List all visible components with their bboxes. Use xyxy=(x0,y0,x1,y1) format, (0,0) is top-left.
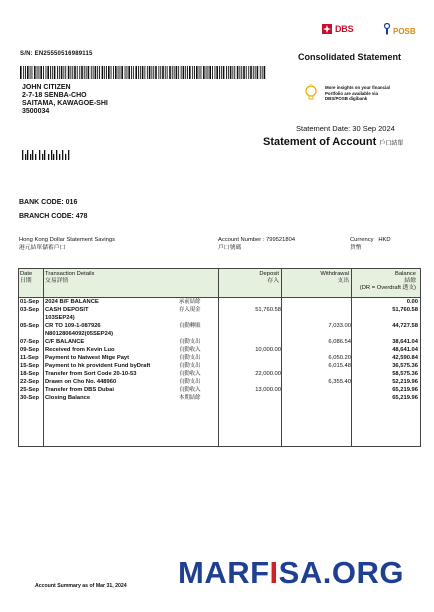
barcode-bar xyxy=(199,66,200,79)
barcode-bar xyxy=(50,66,51,79)
barcode-bar xyxy=(239,66,240,79)
barcode-bar xyxy=(79,66,80,79)
barcode-bar xyxy=(84,66,85,79)
barcode-bar xyxy=(125,66,126,79)
barcode-bar xyxy=(57,66,58,79)
barcode-bar xyxy=(118,66,119,79)
table-row xyxy=(19,307,422,315)
address-line-2: SAITAMA, KAWAGOE-SHI xyxy=(22,100,108,107)
postal-code: 3500034 xyxy=(22,108,50,115)
barcode-bar xyxy=(260,66,261,79)
barcode-bar xyxy=(215,66,216,79)
barcode-bar xyxy=(158,66,159,79)
barcode-bar xyxy=(61,66,63,79)
table-row xyxy=(19,315,422,323)
header-balance-note: (DR = Overdraft 透支) xyxy=(359,285,416,291)
barcode-bar xyxy=(72,66,73,79)
barcode-bar xyxy=(194,66,195,79)
barcode-bar xyxy=(74,66,76,79)
row-description: Transfer from Sort Code 20-10-53 xyxy=(45,371,137,377)
barcode-bar xyxy=(127,66,128,79)
row-deposit: 51,760.58 xyxy=(255,307,281,313)
promo-text xyxy=(325,85,425,102)
barcode-bar xyxy=(81,66,83,79)
table-row xyxy=(19,363,422,371)
statement-date: Statement Date: 30 Sep 2024 xyxy=(296,124,395,133)
barcode-bar xyxy=(226,66,227,79)
barcode-bar xyxy=(232,66,233,79)
row-type-cn: 自動收入 xyxy=(179,347,201,353)
row-description: CASH DEPOSIT xyxy=(45,307,89,313)
barcode-bar xyxy=(250,66,252,79)
row-date: 25-Sep xyxy=(20,387,40,393)
barcode-bar xyxy=(59,66,60,79)
watermark-part: F xyxy=(250,555,270,590)
currency-cn: 貨幣 xyxy=(350,245,362,251)
row-description: N80128064092(05SEP24) xyxy=(45,331,114,337)
account-number xyxy=(218,236,295,252)
barcode-bar xyxy=(167,66,168,79)
watermark-part: I xyxy=(269,555,279,590)
row-description: 103SEP24) xyxy=(45,315,75,321)
document-title: Consolidated Statement xyxy=(298,52,402,62)
small-barcode xyxy=(22,150,70,160)
statement-title-cn: 戶口結單 xyxy=(379,141,404,147)
promo-line-2: Portfolio are available via xyxy=(325,90,378,96)
barcode-bar xyxy=(149,66,151,79)
row-balance: 65,219.96 xyxy=(392,387,418,393)
promo-line-3: DBS/POSB digibank xyxy=(325,96,368,101)
barcode-bar xyxy=(128,66,130,79)
header-details-cn: 交易詳情 xyxy=(45,278,69,284)
barcode-bar xyxy=(102,66,104,79)
barcode-bar xyxy=(138,66,139,79)
barcode-bar xyxy=(56,150,57,160)
currency-value: HKD xyxy=(378,237,391,243)
barcode-bar xyxy=(39,150,40,160)
watermark xyxy=(178,555,404,591)
barcode-bar xyxy=(243,66,245,79)
row-withdrawal: 6,086.54 xyxy=(328,339,351,345)
barcode-bar xyxy=(32,66,33,79)
dbs-star-icon xyxy=(322,24,332,34)
header-balance-en: Balance xyxy=(395,271,416,277)
row-date: 11-Sep xyxy=(20,355,39,361)
address-line-1: 2-7-18 SENBA-CHO xyxy=(22,92,87,99)
account-number-cn: 戶口號碼 xyxy=(218,245,242,251)
barcode-bar xyxy=(131,66,132,79)
bank-code: BANK CODE: 016 xyxy=(19,199,78,206)
account-number-value: 799521804 xyxy=(266,237,296,243)
barcode-bar xyxy=(35,154,36,160)
row-type-cn: 自動支出 xyxy=(179,363,201,369)
barcode-bar xyxy=(63,66,64,79)
row-balance: 44,727.58 xyxy=(392,323,418,329)
row-type-cn: 存入現金 xyxy=(179,307,201,313)
table-row xyxy=(19,379,422,387)
barcode-bar xyxy=(257,66,259,79)
dbs-logo-text: DBS xyxy=(335,24,354,34)
barcode-bar xyxy=(187,66,188,79)
row-balance: 36,575.36 xyxy=(392,363,418,369)
row-date: 22-Sep xyxy=(20,379,40,385)
barcode-bar xyxy=(185,66,186,79)
barcode-bar xyxy=(209,66,211,79)
row-date: 09-Sep xyxy=(20,347,40,353)
barcode-bar xyxy=(104,66,105,79)
row-date: 18-Sep xyxy=(20,371,40,377)
serial-number: S/N: EN25550516989115 xyxy=(20,51,93,57)
row-description: Drawn on Cho No. 448960 xyxy=(45,379,117,385)
header-withdrawal-en: Withdrawal xyxy=(320,271,349,277)
barcode-bar xyxy=(237,66,239,79)
table-row xyxy=(19,339,422,347)
currency-label: Currency xyxy=(350,237,374,243)
barcode-bar xyxy=(65,154,66,160)
row-type-cn: 自動轉賬 xyxy=(179,323,201,329)
barcode-bar xyxy=(208,66,209,79)
header-withdrawal-cn: 支出 xyxy=(337,278,349,284)
barcode-bar xyxy=(246,66,247,79)
row-balance: 0.00 xyxy=(406,299,418,305)
header-date-cn: 日期 xyxy=(20,278,32,284)
barcode-bar xyxy=(97,66,98,79)
header-balance-cn: 結餘 xyxy=(404,278,416,284)
barcode-bar xyxy=(203,66,205,79)
barcode-bar xyxy=(133,66,134,79)
barcode-bar xyxy=(248,66,249,79)
row-deposit: 22,000.00 xyxy=(255,371,281,377)
account-currency xyxy=(350,236,391,252)
barcode-bar xyxy=(68,150,69,160)
header-date-en: Date xyxy=(20,271,33,277)
barcode-bar xyxy=(86,66,87,79)
barcode-bar xyxy=(144,66,145,79)
table-row xyxy=(19,355,422,363)
watermark-part: R xyxy=(227,555,251,590)
barcode-bar xyxy=(221,66,222,79)
barcode-bar xyxy=(30,66,31,79)
barcode-bar xyxy=(113,66,114,79)
barcode-bar xyxy=(262,66,263,79)
table-row xyxy=(19,347,422,355)
barcode-bar xyxy=(27,150,28,160)
header-details xyxy=(45,271,94,285)
posb-logo-text: POSB xyxy=(393,26,416,36)
barcode-bar xyxy=(176,66,178,79)
barcode-bar xyxy=(62,150,63,160)
barcode-bar xyxy=(25,66,26,79)
header-deposit xyxy=(259,271,279,285)
barcode-bar xyxy=(120,66,121,79)
barcode-bar xyxy=(22,150,23,160)
barcode-bar xyxy=(23,66,24,79)
barcode-bar xyxy=(155,66,157,79)
statement-title-en: Statement of Account xyxy=(263,136,377,148)
barcode-bar xyxy=(121,66,123,79)
barcode-bar xyxy=(178,66,179,79)
row-description: CR TO 109-1-087926 xyxy=(45,323,101,329)
row-date: 05-Sep xyxy=(20,323,40,329)
row-balance: 42,590.84 xyxy=(392,355,418,361)
barcode-bar xyxy=(223,66,225,79)
row-description: 2024 B/F BALANCE xyxy=(45,299,99,305)
row-balance: 51,760.58 xyxy=(392,307,418,313)
barcode-bar xyxy=(52,66,53,79)
table-row xyxy=(19,387,422,395)
barcode-bar xyxy=(42,154,43,160)
account-type-cn: 港元結單儲蓄戶口 xyxy=(19,245,66,251)
posb-logo xyxy=(383,22,416,40)
barcode-bar xyxy=(77,66,78,79)
barcode-bar xyxy=(39,66,40,79)
barcode-bar xyxy=(106,66,107,79)
statement-title xyxy=(263,136,403,148)
row-description: Transfer from DBS Dubai xyxy=(45,387,114,393)
barcode-bar xyxy=(183,66,185,79)
promo-line-1: More insights on your financial xyxy=(325,85,390,90)
row-type-cn: 自動收入 xyxy=(179,371,201,377)
barcode-bar xyxy=(212,66,213,79)
barcode-bar xyxy=(27,66,29,79)
bank-codes xyxy=(19,196,87,224)
barcode-bar xyxy=(153,66,154,79)
row-date: 03-Sep xyxy=(20,307,40,313)
header-withdrawal xyxy=(320,271,349,285)
barcode-bar xyxy=(25,154,26,160)
barcode-bar xyxy=(216,66,218,79)
barcode-bar xyxy=(192,66,193,79)
barcode-bar xyxy=(68,66,70,79)
barcode-bar xyxy=(99,66,100,79)
col-divider xyxy=(351,269,352,298)
row-withdrawal: 6,015.48 xyxy=(328,363,351,369)
row-deposit: 13,000.00 xyxy=(255,387,281,393)
barcode-bar xyxy=(228,66,229,79)
row-date: 07-Sep xyxy=(20,339,40,345)
barcode-bar xyxy=(30,154,31,160)
header-deposit-en: Deposit xyxy=(259,271,279,277)
row-balance: 58,575.36 xyxy=(392,371,418,377)
header-details-en: Transaction Details xyxy=(45,271,95,277)
barcode-bar xyxy=(48,154,49,160)
barcode-bar xyxy=(59,154,60,160)
barcode-bar xyxy=(43,66,44,79)
row-withdrawal: 6,355.40 xyxy=(328,379,351,385)
row-withdrawal: 6,050.20 xyxy=(328,355,351,361)
row-deposit: 10,000.00 xyxy=(255,347,281,353)
barcode-bar xyxy=(140,66,141,79)
customer-name: JOHN CITIZEN xyxy=(22,84,71,91)
barcode-bar xyxy=(142,66,144,79)
dbs-logo xyxy=(322,24,353,34)
barcode-bar xyxy=(264,66,266,79)
header-date xyxy=(20,271,32,285)
row-type-cn: 本期結餘 xyxy=(179,395,201,401)
row-description: C/F BALANCE xyxy=(45,339,85,345)
barcode-bar xyxy=(253,66,254,79)
barcode-bar xyxy=(111,66,112,79)
watermark-part: MA xyxy=(178,555,228,590)
barcode-bar xyxy=(147,66,148,79)
barcode-bar xyxy=(88,66,90,79)
barcode-bar xyxy=(151,66,152,79)
barcode-bar xyxy=(255,66,256,79)
row-type-cn: 自動收入 xyxy=(179,387,201,393)
barcode-bar xyxy=(174,66,175,79)
account-number-label: Account Number : xyxy=(218,237,265,243)
col-divider xyxy=(281,269,282,298)
row-balance: 52,219.96 xyxy=(392,379,418,385)
row-description: Payment to Natwest Mtge Payt xyxy=(45,355,130,361)
barcode-bar xyxy=(219,66,220,79)
barcode-bar xyxy=(160,66,161,79)
barcode-bar xyxy=(181,66,182,79)
barcode-bar xyxy=(37,66,38,79)
row-type-cn: 自動支出 xyxy=(179,379,201,385)
barcode-bar xyxy=(40,66,42,79)
row-type-cn: 承前結餘 xyxy=(179,299,201,305)
barcode-bar xyxy=(162,66,164,79)
posb-figure-icon xyxy=(383,22,391,40)
barcode-bar xyxy=(95,66,97,79)
postal-barcode xyxy=(20,66,268,79)
barcode-bar xyxy=(91,66,92,79)
barcode-bar xyxy=(206,66,207,79)
table-row xyxy=(19,299,422,307)
barcode-bar xyxy=(115,66,117,79)
row-date: 01-Sep xyxy=(20,299,40,305)
barcode-bar xyxy=(172,66,173,79)
table-row xyxy=(19,323,422,331)
barcode-bar xyxy=(65,66,66,79)
row-balance: 38,641.04 xyxy=(392,339,418,345)
table-row xyxy=(19,331,422,339)
barcode-bar xyxy=(32,150,33,160)
row-description: Payment to hk provident Fund byDraft xyxy=(45,363,151,369)
barcode-bar xyxy=(44,150,45,160)
barcode-bar xyxy=(54,66,56,79)
header-balance xyxy=(360,271,416,292)
barcode-bar xyxy=(108,66,110,79)
customer-address xyxy=(22,84,108,116)
account-summary: Account Summary as of Mar 31, 2024 xyxy=(35,583,127,589)
barcode-bar xyxy=(47,66,49,79)
barcode-bar xyxy=(230,66,232,79)
transaction-table xyxy=(18,268,421,447)
row-type-cn: 自動支出 xyxy=(179,339,201,345)
barcode-bar xyxy=(46,66,47,79)
row-type-cn: 自動支出 xyxy=(179,355,201,361)
lightbulb-icon xyxy=(304,84,318,107)
account-type-en: Hong Kong Dollar Statement Savings xyxy=(19,237,116,243)
row-description: Closing Balance xyxy=(45,395,91,401)
barcode-bar xyxy=(189,66,191,79)
barcode-bar xyxy=(165,66,166,79)
barcode-bar xyxy=(51,150,52,160)
table-header xyxy=(19,269,420,298)
row-balance: 65,219.96 xyxy=(392,395,418,401)
row-date: 30-Sep xyxy=(20,395,40,401)
watermark-part: SA.ORG xyxy=(278,555,404,590)
row-withdrawal: 7,033.00 xyxy=(328,323,351,329)
barcode-bar xyxy=(70,66,71,79)
barcode-bar xyxy=(20,66,22,79)
branch-code: BRANCH CODE: 478 xyxy=(19,213,88,220)
barcode-bar xyxy=(201,66,202,79)
row-date: 15-Sep xyxy=(20,363,40,369)
table-row xyxy=(19,371,422,379)
table-row xyxy=(19,395,422,403)
row-balance: 48,641.04 xyxy=(392,347,418,353)
table-body xyxy=(19,298,420,446)
barcode-bar xyxy=(241,66,242,79)
account-type xyxy=(19,236,115,252)
barcode-bar xyxy=(53,154,54,160)
barcode-bar xyxy=(93,66,94,79)
col-divider xyxy=(218,269,219,298)
barcode-bar xyxy=(196,66,198,79)
col-divider xyxy=(43,269,44,298)
barcode-bar xyxy=(135,66,137,79)
barcode-bar xyxy=(234,66,235,79)
row-description: Received from Kevin Luo xyxy=(45,347,115,353)
barcode-bar xyxy=(169,66,171,79)
barcode-bar xyxy=(34,66,36,79)
header-deposit-cn: 存入 xyxy=(267,278,279,284)
